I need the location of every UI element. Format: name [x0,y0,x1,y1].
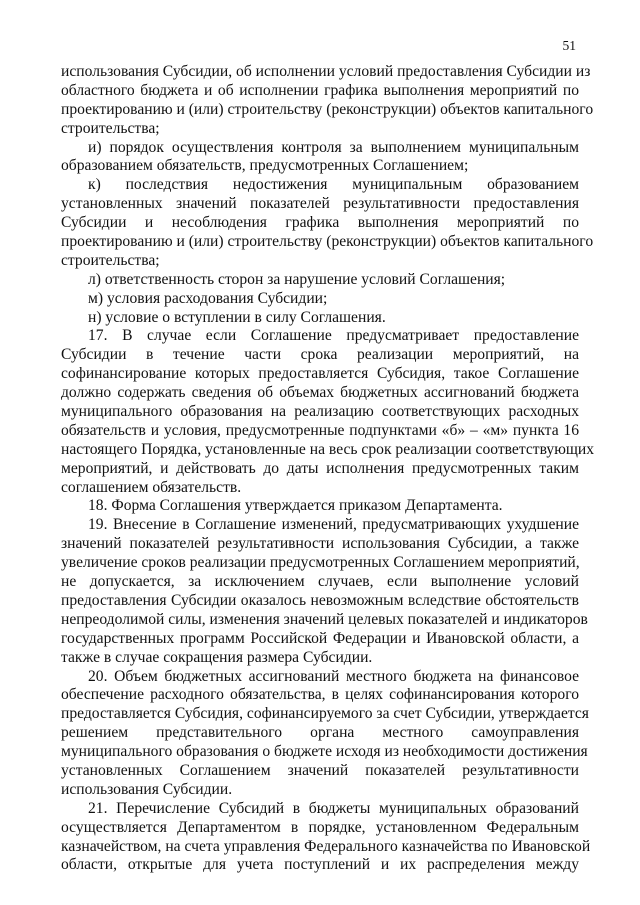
text-line: образованием обязательств, предусмотренных Соглашением; [61,157,469,175]
text-line: 21. Перечисление Субсидий в бюджеты муниципальных образований [88,799,579,817]
text-line: Субсидии и несоблюдения графика выполнения мероприятий по [61,214,579,232]
text-line: областного бюджета и об исполнении графика выполнения мероприятий по [61,81,579,99]
text-line: предоставления Субсидии оказалось невозможным вследствие обстоятельств [61,591,579,609]
text-line: обязательств и условия, предусмотренные подпунктами «б» – «м» пункта 16 [61,421,579,439]
text-line: казначейством, на счета управления Федерального казначейства по Ивановской [61,837,591,855]
text-line: проектированию и (или) строительству (реконструкции) объектов капитального [61,100,594,118]
text-line: л) ответственность сторон за нарушение условий Соглашения; [88,270,506,288]
page-number: 51 [562,38,576,53]
text-line: значений показателей результативности использования Субсидии, а также [61,535,579,553]
text-line: также в случае сокращения размера Субсидии. [61,648,373,666]
text-line: 19. Внесение в Соглашение изменений, предусматривающих ухудшение [88,516,579,534]
text-line: установленных Соглашением значений показателей результативности [61,761,579,779]
text-line: области, открытые для учета поступлений и их распределения между [61,856,579,874]
text-line: м) условия расходования Субсидии; [88,289,328,307]
text-line: не допускается, за исключением случаев, если выполнение условий [61,573,579,591]
text-line: 18. Форма Соглашения утверждается приказом Департамента. [88,497,503,515]
text-line: к) последствия недостижения муниципальным образованием [88,176,579,194]
text-line: софинансирование которых предоставляется Субсидия, такое Соглашение [61,365,579,383]
text-line: строительства; [61,119,160,137]
text-line: 20. Объем бюджетных ассигнований местного бюджета на финансовое [88,667,579,685]
text-line: использования Субсидии, об исполнении условий предоставления Субсидии из [61,63,591,80]
text-line: решением представительного органа местного самоуправления [61,724,579,742]
text-line: н) условие о вступлении в силу Соглашения. [88,308,386,326]
text-line: увеличение сроков реализации предусмотренных Соглашением мероприятий, [61,554,580,572]
text-line: непреодолимой силы, изменения значений целевых показателей и индикаторов [61,610,588,628]
text-line: государственных программ Российской Федерации и Ивановской области, а [61,629,579,647]
text-line: обеспечение расходного обязательства, в целях софинансирования которого [61,686,579,704]
text-line: осуществляется Департаментом в порядке, установленном Федеральным [61,818,579,836]
text-line: муниципального образования о бюджете исходя из необходимости достижения [61,743,588,761]
text-line: настоящего Порядка, установленные на весь срок реализации соответствующих [61,440,595,458]
text-line: 17. В случае если Соглашение предусматривает предоставление [88,327,579,345]
text-line: строительства; [61,251,160,269]
text-line: установленных значений показателей результативности предоставления [61,195,579,213]
text-line: соглашением обязательств. [61,478,242,496]
text-line: использования Субсидии. [61,780,233,798]
text-line: и) порядок осуществления контроля за выполнением муниципальным [88,138,579,156]
text-line: мероприятий, и действовать до даты исполнения предусмотренных таким [61,459,579,477]
document-body [61,63,595,875]
text-line: проектированию и (или) строительству (реконструкции) объектов капитального [61,233,594,251]
text-line: должно содержать сведения об объемах бюджетных ассигнований бюджета [61,384,579,402]
text-line: предоставляется Субсидия, софинансируемого за счет Субсидии, утверждается [61,705,589,723]
text-line: муниципального образования на реализацию соответствующих расходных [61,403,579,421]
text-line: Субсидии в течение части срока реализации мероприятий, на [61,346,579,364]
